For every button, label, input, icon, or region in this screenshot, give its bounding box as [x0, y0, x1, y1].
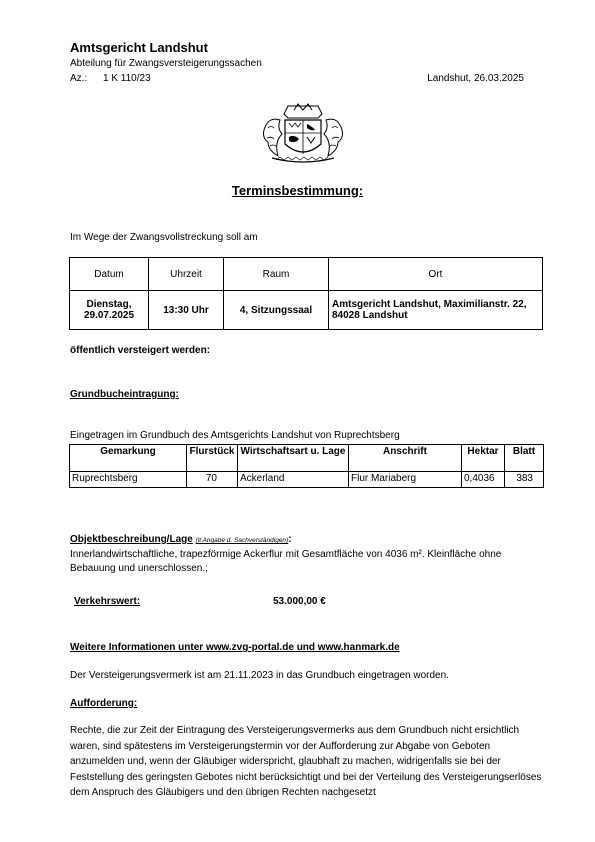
parcel-table	[69, 444, 544, 488]
cell-location: Amtsgericht Landshut, Maximilianstr. 22, 84028 Landshut	[329, 291, 543, 330]
table-row	[70, 472, 544, 488]
header-cell-parcel: Flurstück	[187, 445, 238, 472]
place-date: Landshut, 26.03.2025	[427, 73, 524, 84]
table-header-row	[70, 445, 544, 472]
cell-hectare: 0,4036	[462, 472, 505, 488]
header-cell-sheet: Blatt	[505, 445, 544, 472]
cell-sheet: 383	[505, 472, 544, 488]
object-note: (lt Angabe d. Sachverständigen)	[195, 537, 289, 544]
table-row	[70, 291, 543, 330]
document-title: Terminsbestimmung:	[231, 183, 364, 198]
cell-usage: Ackerland	[238, 472, 349, 488]
land-register-heading: Grundbucheintragung:	[70, 389, 179, 400]
cell-parcel: 70	[187, 472, 238, 488]
file-number-label: Az.:	[70, 73, 88, 84]
cell-district: Ruprechtsberg	[70, 472, 187, 488]
table-header-row	[70, 258, 543, 291]
header-cell-room: Raum	[224, 258, 329, 291]
cell-address: Flur Mariaberg	[349, 472, 462, 488]
intro-text: Im Wege der Zwangsvollstreckung soll am	[70, 232, 258, 243]
registration-note: Der Versteigerungsvermerk ist am 21.11.2023 in das Grundbuch eingetragen worden.	[70, 670, 449, 681]
header-cell-date: Datum	[70, 258, 149, 291]
object-heading: Objektbeschreibung/Lage	[70, 534, 193, 545]
cell-time: 13:30 Uhr	[149, 291, 224, 330]
market-value: 53.000,00 €	[273, 596, 326, 607]
bavarian-coat-of-arms-seal	[258, 100, 348, 166]
auction-text: öffentlich versteigert werden:	[70, 345, 211, 356]
cell-date: Dienstag, 29.07.2025	[70, 291, 149, 330]
object-colon: :	[288, 534, 292, 545]
demand-heading: Aufforderung:	[70, 698, 138, 709]
header-cell-usage: Wirtschaftsart u. Lage	[238, 445, 349, 472]
department: Abteilung für Zwangsversteigerungssachen	[70, 58, 262, 69]
file-number: 1 K 110/23	[103, 73, 151, 84]
appointment-table	[69, 257, 543, 330]
header-cell-hectare: Hektar	[462, 445, 505, 472]
header-cell-location: Ort	[329, 258, 543, 291]
object-text: Innerlandwirtschaftliche, trapezförmige Ackerflur mit Gesamtfläche von 4036 m². Kleinfläche ohne Bebauung und unerschlossen.;	[70, 549, 502, 574]
market-value-label: Verkehrswert:	[74, 596, 141, 607]
court-name: Amtsgericht Landshut	[70, 40, 208, 55]
more-info: Weitere Informationen unter www.zvg-portal.de und www.hanmark.de	[70, 642, 400, 653]
land-register-intro: Eingetragen im Grundbuch des Amtsgerichts Landshut von Ruprechtsberg	[70, 430, 400, 441]
cell-room: 4, Sitzungssaal	[224, 291, 329, 330]
header-cell-address: Anschrift	[349, 445, 462, 472]
header-cell-time: Uhrzeit	[149, 258, 224, 291]
header-cell-district: Gemarkung	[70, 445, 187, 472]
object-description	[70, 533, 540, 576]
demand-text: Rechte, die zur Zeit der Eintragung des Versteigerungsvermerks aus dem Grundbuch nicht ersichtlich waren, sind spätestens im Versteigerungstermin vor der Aufforderung zur Abgabe von Geboten anzumelden und, wenn der Gläubiger widerspricht, glaubhaft zu machen, widrigenfalls sie bei der Feststellung des geringsten Gebotes nicht berücksichtigt und bei der Verteilung des Versteigerungserlöses dem Anspruch des Gläubigers und den übrigen Rechten nachgesetzt	[70, 725, 542, 798]
